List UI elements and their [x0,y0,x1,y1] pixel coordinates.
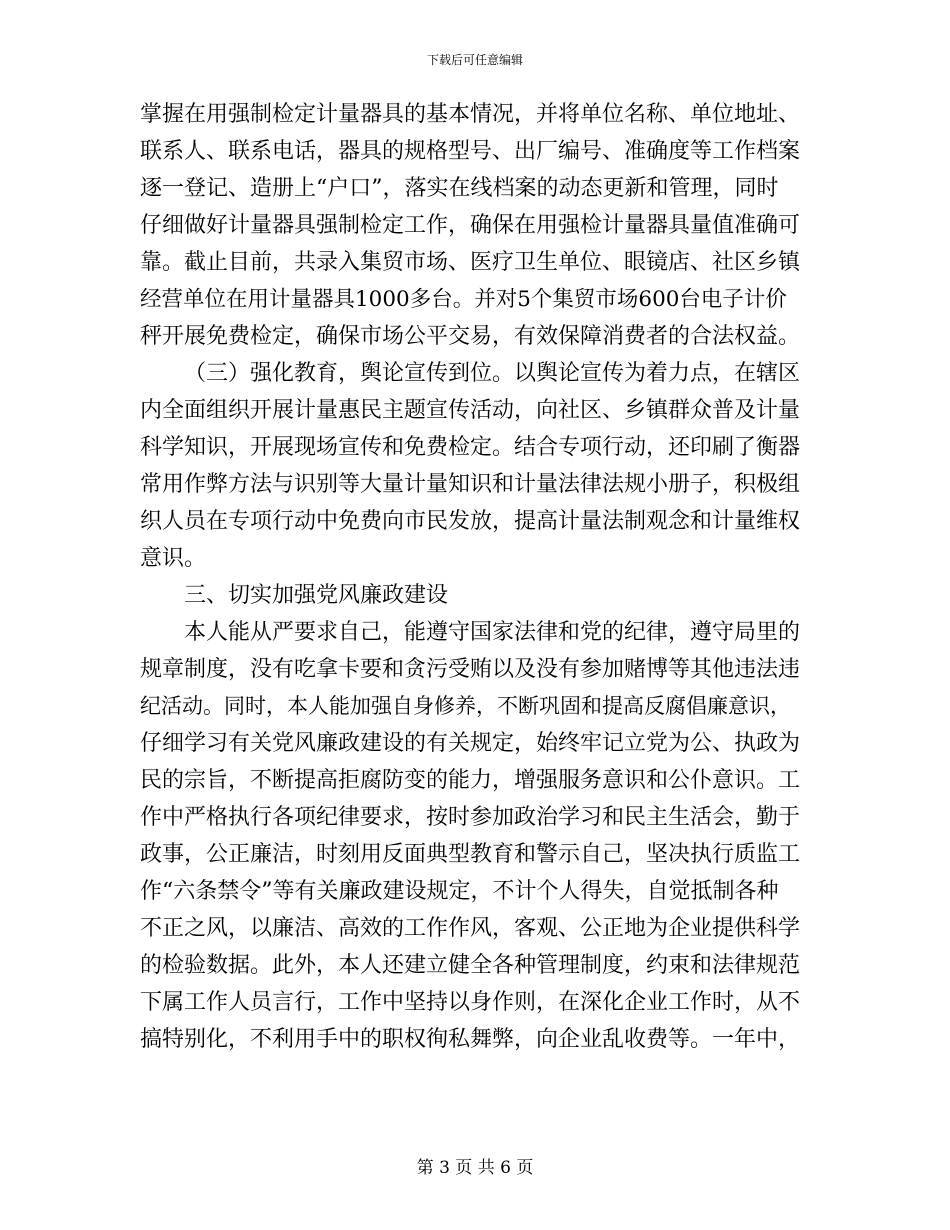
body-line: 作“六条禁令”等有关廉政建设规定，不计个人得失，自觉抵制各种 [140,879,779,904]
body-line: 内全面组织开展计量惠民主题宣传活动，向社区、乡镇群众普及计量 [140,398,801,423]
body-line: 的检验数据。此外，本人还建立健全各种管理制度，约束和法律规范 [140,953,801,978]
body-line: 规章制度，没有吃拿卡要和贪污受贿以及没有参加赌博等其他违法违 [140,657,801,682]
body-line: 民的宗旨，不断提高拒腐防变的能力，增强服务意识和公仆意识。工 [140,768,801,793]
section-heading: 三、切实加强党风廉政建设 [184,583,449,608]
paragraph-start-line: 本人能从严要求自己，能遵守国家法律和党的纪律，遵守局里的 [184,620,801,645]
page-number: 第 3 页 共 6 页 [416,1158,534,1178]
body-line: 靠。截止目前，共录入集贸市场、医疗卫生单位、眼镜店、社区乡镇 [140,250,801,275]
body-line: 纪活动。同时，本人能加强自身修养，不断巩固和提高反腐倡廉意识， [140,694,791,718]
document-body [140,96,800,1058]
body-line: 搞特别化，不利用手中的职权徇私舞弊，向企业乱收费等。一年中， [140,1027,801,1052]
body-line: 仔细做好计量器具强制检定工作，确保在用强检计量器具量值准确可 [140,213,801,238]
body-line: 掌握在用强制检定计量器具的基本情况，并将单位名称、单位地址、 [140,102,801,127]
body-line: 下属工作人员言行，工作中坚持以身作则，在深化企业工作时，从不 [140,990,801,1015]
page-header: 下载后可任意编辑 [426,53,523,67]
body-line: 常用作弊方法与识别等大量计量知识和计量法律法规小册子，积极组 [140,472,801,497]
body-line: 不正之风，以廉洁、高效的工作作风，客观、公正地为企业提供科学 [140,916,801,941]
body-line: 秤开展免费检定，确保市场公平交易，有效保障消费者的合法权益。 [140,324,801,349]
body-line: 逐一登记、造册上“户口”，落实在线档案的动态更新和管理，同时 [140,176,779,201]
body-line: 联系人、联系电话，器具的规格型号、出厂编号、准确度等工作档案 [140,139,801,164]
body-line: 政事，公正廉洁，时刻用反面典型教育和警示自己，坚决执行质监工 [140,842,801,867]
paragraph-start-line: （三）强化教育，舆论宣传到位。以舆论宣传为着力点，在辖区 [184,361,801,386]
body-line: 经营单位在用计量器具1000多台。并对5个集贸市场600台电子计价 [140,287,787,312]
body-line: 织人员在专项行动中免费向市民发放，提高计量法制观念和计量维权 [140,509,801,534]
body-line: 科学知识，开展现场宣传和免费检定。结合专项行动，还印刷了衡器 [140,435,801,460]
body-line: 作中严格执行各项纪律要求，按时参加政治学习和民主生活会，勤于 [140,805,801,830]
body-line: 仔细学习有关党风廉政建设的有关规定，始终牢记立党为公、执政为 [140,731,801,756]
body-line: 意识。 [140,546,207,571]
